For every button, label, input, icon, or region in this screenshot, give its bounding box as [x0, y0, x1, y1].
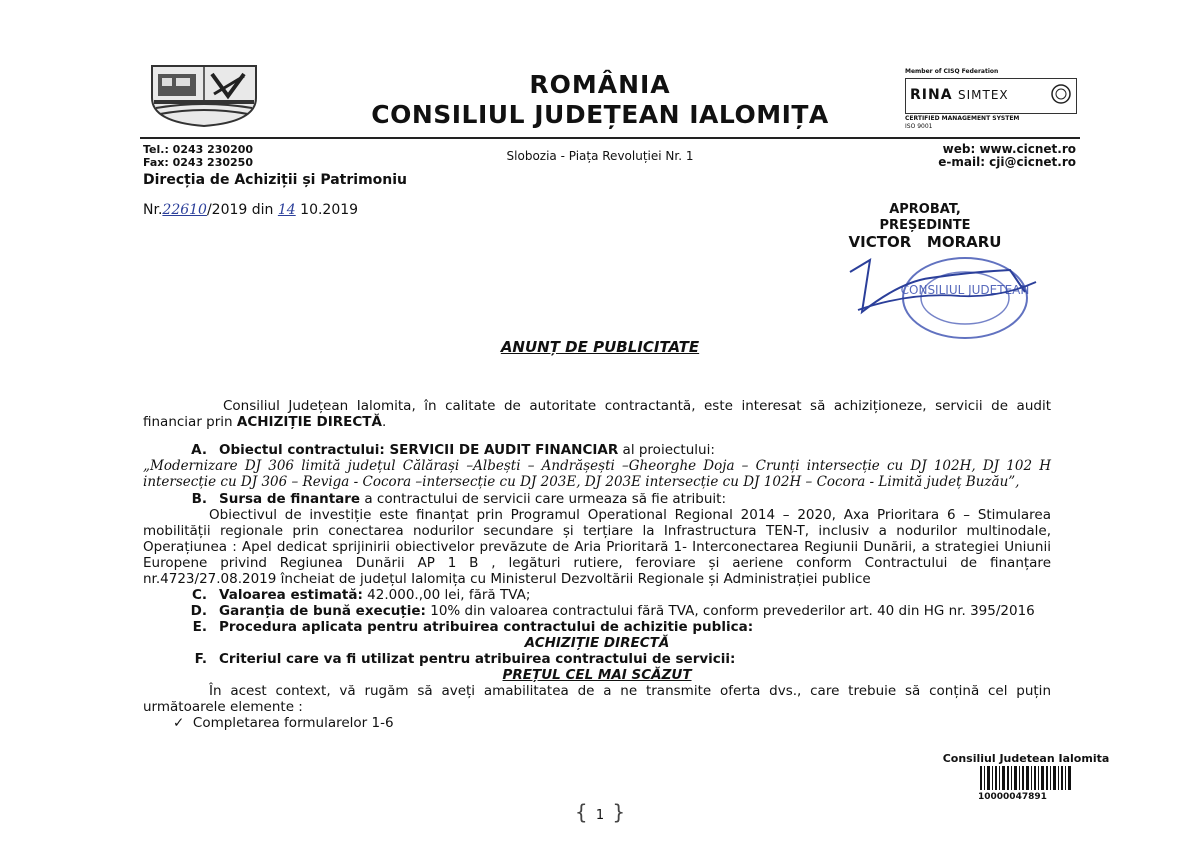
phone-number: Tel.: 0243 230200	[143, 143, 254, 156]
address: Slobozia - Piața Revoluției Nr. 1	[506, 149, 694, 163]
document-body	[143, 398, 1051, 731]
fax-number: Fax: 0243 230250	[143, 156, 253, 169]
phone-block	[143, 143, 253, 169]
section-a: A. Obiectul contractului: SERVICII DE AUDIT FINANCIAR al proiectului:	[191, 442, 715, 458]
document-title: ANUNȚ DE PUBLICITATE	[500, 338, 700, 356]
simtex-logo-text: SIMTEX	[958, 88, 1009, 102]
department-name: Direcția de Achiziții și Patrimoniu	[143, 172, 408, 188]
section-c: C. Valoarea estimată: 42.000.,00 lei, fără TVA;	[191, 587, 531, 603]
procedure-value: ACHIZIȚIE DIRECTĂ	[524, 635, 670, 651]
approved-label: APROBAT,	[889, 202, 961, 217]
barcode-title: Consiliul Judetean Ialomita	[942, 752, 1110, 765]
stamp-text: CONSILIUL JUDETEAN	[900, 283, 1030, 297]
section-e: E. Procedura aplicata pentru atribuirea contractului de achizitie publica:	[192, 619, 754, 635]
closing-paragraph: În acest context, vă rugăm să aveți amabilitatea de a ne transmite oferta dvs., care trebuie să conțină cel puțin următoarele elemente :	[143, 683, 1051, 715]
barcode-number: 10000047891	[978, 792, 1047, 802]
county-crest-logo	[148, 64, 260, 128]
cert-box	[905, 78, 1077, 114]
registry-barcode	[918, 752, 1134, 804]
web-email-block	[880, 143, 1076, 169]
country-title: ROMÂNIA	[529, 70, 671, 99]
website: web: www.cicnet.ro	[942, 142, 1076, 156]
header-divider	[140, 137, 1080, 139]
handwritten-day: 14	[277, 202, 296, 218]
checkmark-icon: ✓	[173, 715, 193, 731]
section-f: F. Criteriul care va fi utilizat pentru atribuirea contractului de servicii:	[194, 651, 736, 667]
cert-member-text: Member of CISQ Federation	[905, 68, 999, 75]
signature-stamp	[840, 252, 1050, 352]
cert-iso-text: ISO 9001	[905, 123, 933, 130]
approval-block	[780, 202, 1070, 250]
handwritten-number: 22610	[162, 202, 207, 218]
cert-system-text: CERTIFIED MANAGEMENT SYSTEM	[905, 115, 1020, 122]
section-d: D. Garanția de bună execuție: 10% din valoarea contractului fără TVA, conform prevederilor art. 40 din HG nr. 395/2016	[190, 603, 1035, 619]
certification-logo	[905, 68, 1075, 134]
president-label: PREȘEDINTE	[879, 218, 971, 233]
page-number: { 1 }	[574, 800, 626, 824]
section-b: B. Sursa de finantare a contractului de servicii care urmeaza să fie atribuit:	[191, 491, 726, 507]
intro-paragraph: Consiliul Județean Ialomita, în calitate de autoritate contractantă, este interesat să achiziționeze, servicii de audit financiar prin ACHIZIȚIE DIRECTĂ.	[143, 398, 1051, 430]
project-name: „Modernizare DJ 306 limită județul Călărași –Albești – Andrășești –Gheorghe Doja – Crunți intersecție cu DJ 102H, DJ 102 H intersecție cu DJ 306 – Reviga - Cocora –intersecție cu DJ 203E, DJ 203E intersecție cu DJ 102H – Cocora - Limită județ Buzău”,	[143, 458, 1051, 490]
criterion-value: PREȚUL CEL MAI SCĂZUT	[502, 667, 692, 683]
president-name: VICTOR MORARU	[848, 233, 1002, 251]
rina-logo-text: RINA	[910, 87, 953, 103]
financing-text: Obiectivul de investiție este finanțat prin Programul Operational Regional 2014 – 2020, Axa Prioritara 6 – Stimularea mobilității regionale prin conectarea nodurilor secundare și terțiare la Infrastructura TEN-T, inclusiv a nodurilor multinodale, Operațiunea : Apel dedicat sprijinirii obiectivelor prevăzute de Aria Prioritară 1- Interconectarea Regiunii Dunării, a strategiei Uniunii Europene privind Regiunea Dunării AP 1 B , legături rutiere, feroviare și aeriene conform Contractului de finanțare nr.4723/27.08.2019 încheiat de județul Ialomița cu Ministerul Dezvoltării Regionale și Administrației publice	[143, 507, 1051, 587]
barcode-icon	[918, 766, 1134, 792]
email: e-mail: cji@cicnet.ro	[938, 155, 1076, 169]
checklist-item: ✓ Completarea formularelor 1-6	[173, 715, 394, 731]
cisq-seal-icon	[1050, 83, 1072, 105]
institution-title: CONSILIUL JUDEȚEAN IALOMIȚA	[371, 100, 829, 129]
registration-number: Nr.22610/2019 din 14 10.2019	[143, 202, 359, 218]
